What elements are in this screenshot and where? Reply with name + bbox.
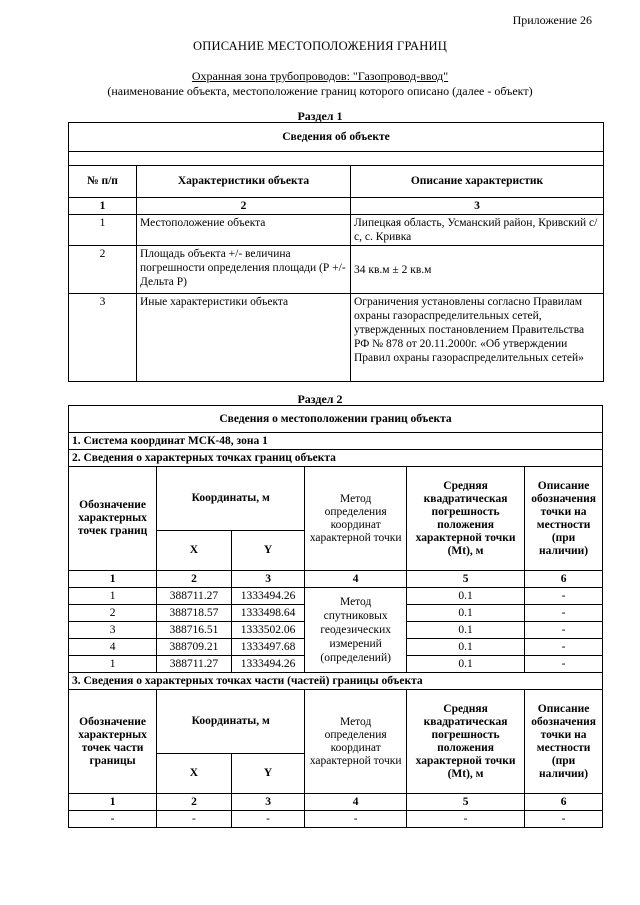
- row-description: Ограничения установлены согласно Правилам охраны газораспределительных сетей, утвержденных постановлением Правительства РФ № 878 от 20.11.2000г. «Об утверждении Правил охраны газораспределительных сетей»: [351, 294, 604, 382]
- section1-spacer-row: [69, 152, 604, 166]
- parts-cell: -: [525, 811, 603, 828]
- point-number: 1: [69, 588, 157, 605]
- section1-table: [68, 122, 604, 382]
- parts-header-point-description: Описание обозначения точки на местности (при наличии): [525, 690, 603, 794]
- section2-heading: Сведения о местоположении границ объекта: [69, 406, 603, 433]
- point-error: 0.1: [406, 605, 524, 622]
- point-number: 4: [69, 639, 157, 656]
- row-number: 2: [69, 246, 137, 294]
- point-description: -: [525, 639, 603, 656]
- parts-col-number-6: 6: [525, 794, 603, 811]
- point-y: 1333494.26: [231, 656, 305, 673]
- object-name-line: [0, 69, 640, 84]
- point-number: 3: [69, 622, 157, 639]
- row-characteristic: Местоположение объекта: [137, 215, 351, 246]
- table-row: [69, 588, 603, 605]
- col-number-2: 2: [157, 571, 232, 588]
- section2-title: Раздел 2: [297, 392, 343, 406]
- point-error: 0.1: [406, 622, 524, 639]
- parts-cell: -: [157, 811, 232, 828]
- coordinate-system: 1. Система координат МСК-48, зона 1: [69, 433, 603, 450]
- point-number: 2: [69, 605, 157, 622]
- header-number: № п/п: [69, 166, 137, 198]
- parts-col-number-5: 5: [406, 794, 524, 811]
- point-x: 388711.27: [157, 588, 232, 605]
- appendix-label: Приложение 26: [512, 13, 592, 27]
- parts-header-coordinates: Координаты, м: [157, 690, 305, 754]
- document-title: ОПИСАНИЕ МЕСТОПОЛОЖЕНИЯ ГРАНИЦ: [193, 39, 447, 53]
- point-x: 388718.57: [157, 605, 232, 622]
- parts-col-number-1: 1: [69, 794, 157, 811]
- parts-heading: 3. Сведения о характерных точках части (частей) границы объекта: [69, 673, 603, 690]
- section1-heading: Сведения об объекте: [69, 123, 604, 152]
- row-number: 3: [69, 294, 137, 382]
- section1-title: Раздел 1: [297, 109, 343, 123]
- col-number-3: 3: [231, 571, 305, 588]
- col-number-5: 5: [406, 571, 524, 588]
- point-description: -: [525, 622, 603, 639]
- table-row: [69, 215, 604, 246]
- parts-cell: -: [305, 811, 407, 828]
- points-heading: 2. Сведения о характерных точках границ объекта: [69, 450, 603, 467]
- parts-cell: -: [406, 811, 524, 828]
- point-y: 1333502.06: [231, 622, 305, 639]
- parts-header-y: Y: [231, 754, 305, 794]
- row-description: Липецкая область, Усманский район, Кривский с/с, с. Кривка: [351, 215, 604, 246]
- header-y: Y: [231, 531, 305, 571]
- point-y: 1333494.26: [231, 588, 305, 605]
- row-characteristic: Иные характеристики объекта: [137, 294, 351, 382]
- point-y: 1333498.64: [231, 605, 305, 622]
- header-description: Описание характеристик: [351, 166, 604, 198]
- table-row: [69, 294, 604, 382]
- header-designation: Обозначение характерных точек границ: [69, 467, 157, 571]
- row-description: 34 кв.м ± 2 кв.м: [351, 246, 604, 294]
- header-x: X: [157, 531, 232, 571]
- col-number-4: 4: [305, 571, 407, 588]
- point-error: 0.1: [406, 588, 524, 605]
- point-x: 388709.21: [157, 639, 232, 656]
- parts-col-number-3: 3: [231, 794, 305, 811]
- point-y: 1333497.68: [231, 639, 305, 656]
- parts-cell: -: [231, 811, 305, 828]
- col-number-3: 3: [351, 198, 604, 215]
- table-row: [69, 246, 604, 294]
- col-number-2: 2: [137, 198, 351, 215]
- row-characteristic: Площадь объекта +/- величина погрешности определения площади (Р +/- Дельта Р): [137, 246, 351, 294]
- col-number-1: 1: [69, 198, 137, 215]
- section2-table: [68, 405, 603, 828]
- point-number: 1: [69, 656, 157, 673]
- point-error: 0.1: [406, 639, 524, 656]
- header-method: Метод определения координат характерной точки: [305, 467, 407, 571]
- object-name: Охранная зона трубопроводов: "Газопровод-ввод": [191, 69, 449, 83]
- point-description: -: [525, 588, 603, 605]
- point-x: 388716.51: [157, 622, 232, 639]
- point-method: Метод спутниковых геодезических измерений (определений): [305, 588, 407, 673]
- parts-col-number-4: 4: [305, 794, 407, 811]
- parts-header-x: X: [157, 754, 232, 794]
- header-characteristics: Характеристики объекта: [137, 166, 351, 198]
- object-name-caption: (наименование объекта, местоположение границ которого описано (далее - объект): [107, 84, 533, 98]
- parts-header-designation: Обозначение характерных точек части границы: [69, 690, 157, 794]
- parts-cell: -: [69, 811, 157, 828]
- header-coordinates: Координаты, м: [157, 467, 305, 531]
- parts-header-error: Средняя квадратическая погрешность положения характерной точки (Mt), м: [406, 690, 524, 794]
- table-row: [69, 811, 603, 828]
- parts-col-number-2: 2: [157, 794, 232, 811]
- parts-header-method: Метод определения координат характерной точки: [305, 690, 407, 794]
- col-number-6: 6: [525, 571, 603, 588]
- point-x: 388711.27: [157, 656, 232, 673]
- col-number-1: 1: [69, 571, 157, 588]
- point-error: 0.1: [406, 656, 524, 673]
- header-error: Средняя квадратическая погрешность положения характерной точки (Mt), м: [406, 467, 524, 571]
- row-number: 1: [69, 215, 137, 246]
- header-point-description: Описание обозначения точки на местности (при наличии): [525, 467, 603, 571]
- point-description: -: [525, 656, 603, 673]
- point-description: -: [525, 605, 603, 622]
